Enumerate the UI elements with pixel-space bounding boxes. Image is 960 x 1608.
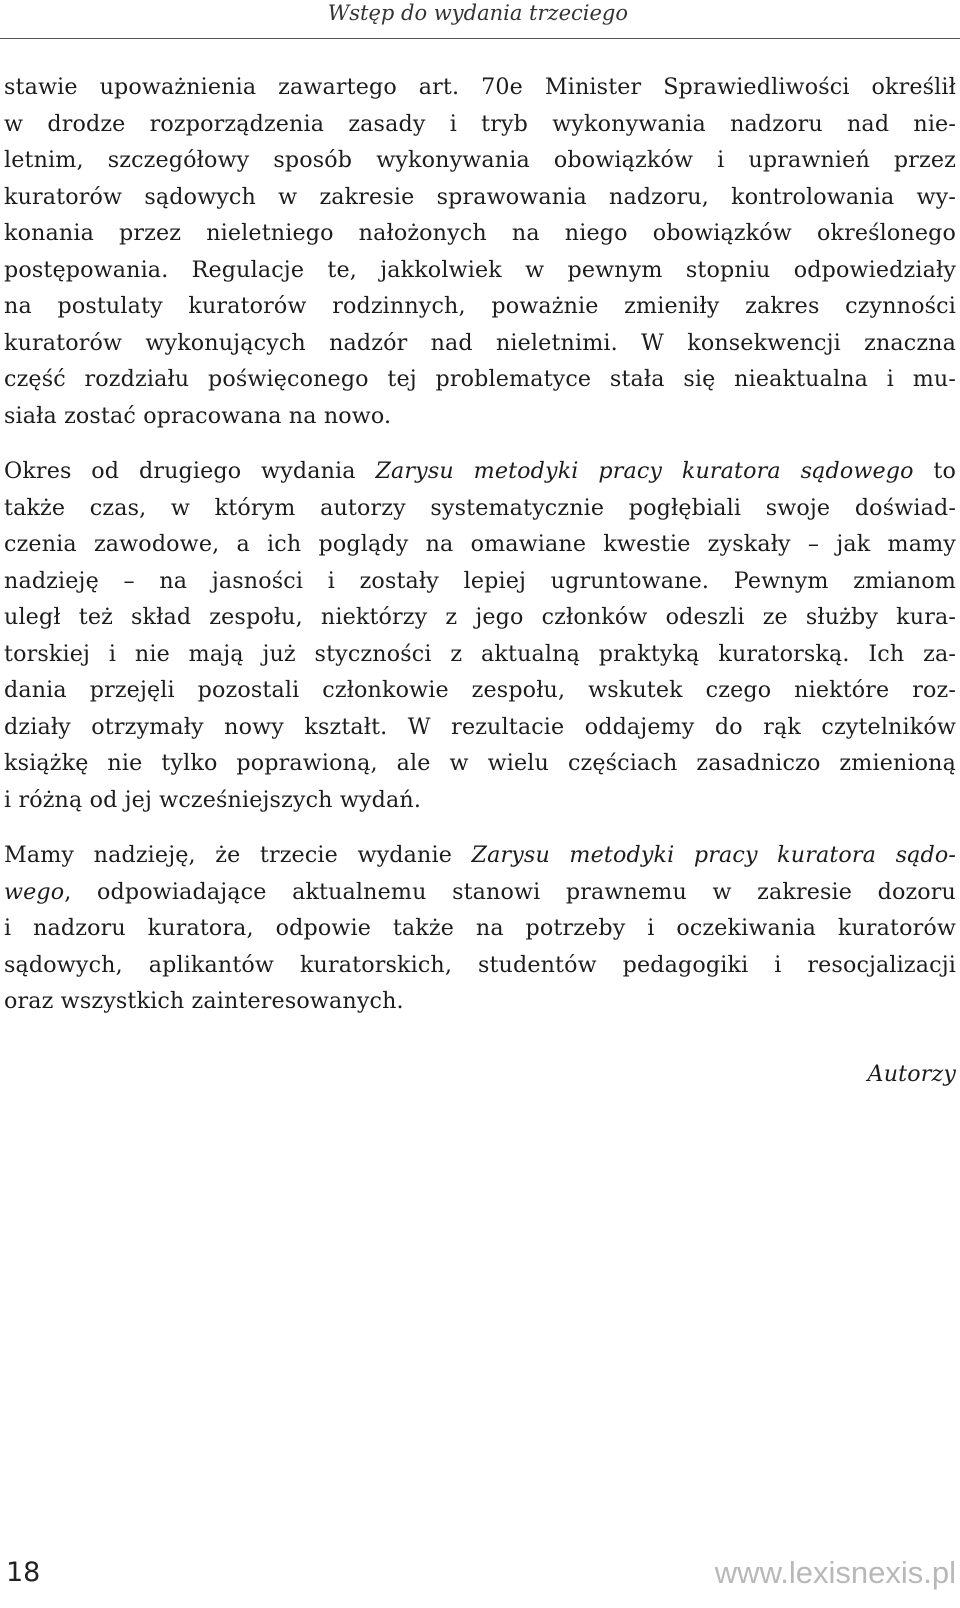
text-run: letnim, szczegółowy sposób wykonywania obowiązków i uprawnień przez: [4, 147, 956, 173]
text-line: [4, 490, 956, 527]
publisher-url-link[interactable]: www.lexisnexis.pl: [714, 1555, 956, 1590]
text-line: [4, 453, 956, 490]
text-run: torskiej i nie mają już styczności z aktualną praktyką kuratorską. Ich za-: [4, 640, 956, 667]
text-run: postępowania. Regulacje te, jakkolwiek w pewnym stopniu odpowiedziały: [4, 256, 956, 283]
text-line: [4, 782, 956, 819]
text-run: i nadzoru kuratora, odpowie także na potrzeby i oczekiwania kuratorów: [4, 915, 956, 941]
text-run: to: [913, 458, 956, 484]
text-run: działy otrzymały nowy kształt. W rezultacie oddajemy do rąk czytelników: [4, 713, 956, 740]
text-run: konania przez nieletniego nałożonych na niego obowiązków określonego: [4, 220, 956, 246]
book-title: Zarysu metodyki pracy kuratora sądowego: [375, 458, 914, 484]
text-line: [4, 398, 956, 435]
text-run: książkę nie tylko poprawioną, ale w wielu częściach zasadniczo zmienioną: [4, 750, 956, 776]
text-line: [4, 288, 956, 325]
text-run: kuratorów sądowych w zakresie sprawowania nadzoru, kontrolowania wy-: [4, 183, 956, 210]
book-title: wego: [4, 878, 65, 905]
paragraph-2: [4, 453, 956, 818]
text-line: [4, 252, 956, 289]
text-line: [4, 837, 956, 874]
book-title: Zarysu metodyki pracy kuratora sądo-: [471, 842, 956, 868]
text-run: w drodze rozporządzenia zasady i tryb wykonywania nadzoru nad nie-: [4, 110, 956, 137]
paragraph-1: [4, 69, 956, 434]
text-line: [4, 361, 956, 398]
text-run: dania przejęli pozostali członkowie zespołu, wskutek czego niektóre roz-: [4, 677, 956, 703]
text-run: na postulaty kuratorów rodzinnych, poważnie zmieniły zakres czynności: [4, 293, 956, 319]
text-line: [4, 563, 956, 600]
text-run: czenia zawodowe, a ich poglądy na omawiane kwestie zyskały – jak mamy: [4, 531, 956, 557]
text-line: [4, 179, 956, 216]
text-run: stawie upoważnienia zawartego art. 70e Minister Sprawiedliwości określił: [4, 74, 956, 100]
text-run: siała zostać opracowana na nowo.: [4, 402, 392, 429]
text-line: [4, 947, 956, 984]
text-run: sądowych, aplikantów kuratorskich, studentów pedagogiki i resocjalizacji: [4, 951, 956, 978]
text-line: [4, 672, 956, 709]
text-line: [4, 142, 956, 179]
signature: Autorzy: [867, 1060, 956, 1087]
header-divider: [0, 38, 960, 39]
text-run: część rozdziału poświęconego tej problematyce stała się nieaktualna i mu-: [4, 366, 956, 392]
text-line: [4, 215, 956, 252]
text-line: [4, 874, 956, 911]
text-line: [4, 69, 956, 106]
paragraph-3: [4, 837, 956, 1020]
text-line: [4, 636, 956, 673]
text-line: [4, 325, 956, 362]
text-line: [4, 526, 956, 563]
running-head-title: Wstęp do wydania trzeciego: [327, 1, 628, 25]
text-line: [4, 106, 956, 143]
text-run: , odpowiadające aktualnemu stanowi prawnemu w zakresie dozoru: [64, 878, 956, 905]
text-line: [4, 983, 956, 1020]
text-line: [4, 599, 956, 636]
text-run: nadzieję – na jasności i zostały lepiej ugruntowane. Pewnym zmianom: [4, 567, 956, 594]
text-run: Mamy nadzieję, że trzecie wydanie: [4, 842, 472, 868]
text-line: [4, 910, 956, 947]
text-run: także czas, w którym autorzy systematycznie pogłębiali swoje doświad-: [4, 494, 956, 521]
text-run: uległ też skład zespołu, niektórzy z jego członków odeszli ze służby kura-: [4, 604, 956, 630]
text-line: [4, 745, 956, 782]
text-run: kuratorów wykonujących nadzór nad nieletnimi. W konsekwencji znaczna: [4, 329, 956, 356]
page-number: 18: [6, 1557, 41, 1588]
text-line: [4, 709, 956, 746]
text-run: Okres od drugiego wydania: [4, 458, 376, 484]
text-run: oraz wszystkich zainteresowanych.: [4, 988, 404, 1014]
body-text: [4, 69, 956, 1092]
text-run: i różną od jej wcześniejszych wydań.: [4, 786, 422, 813]
